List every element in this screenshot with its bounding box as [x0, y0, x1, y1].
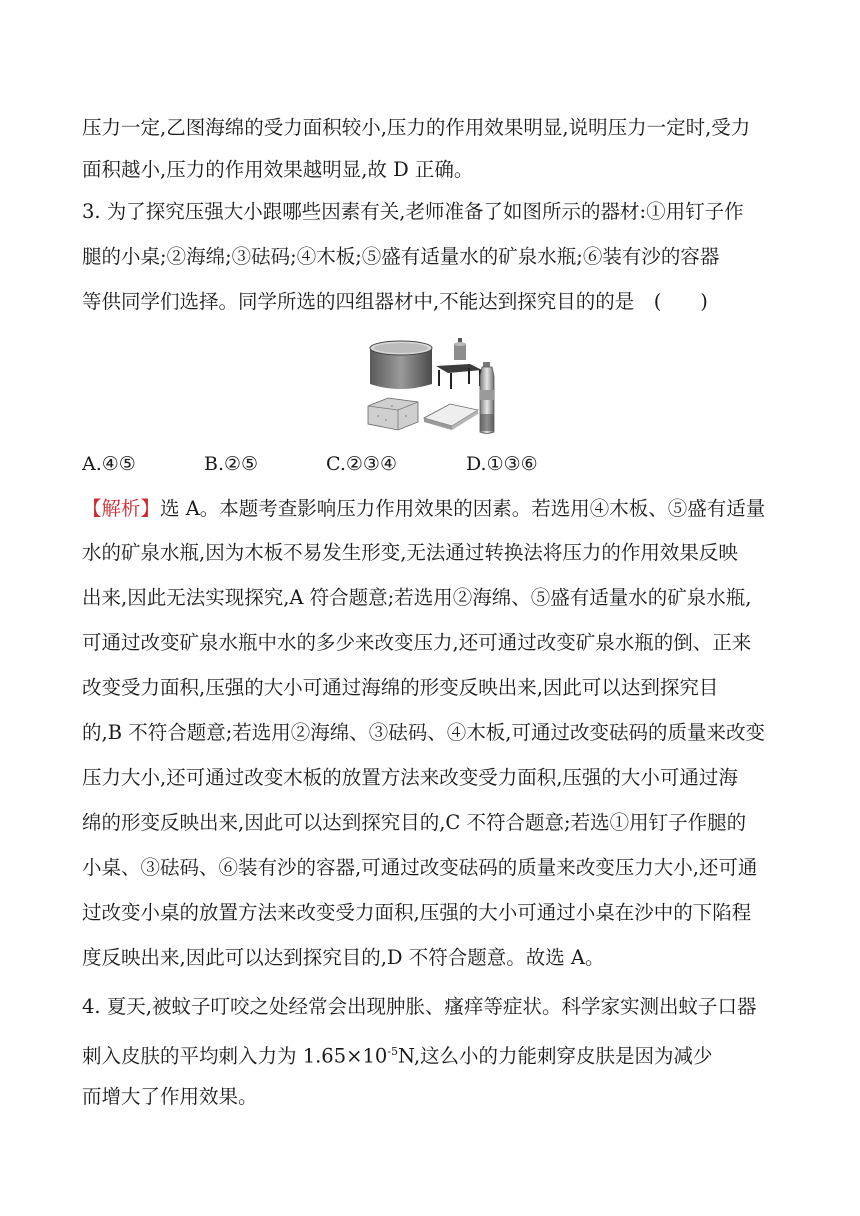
q4-text: N,这么小的力能刺穿皮肤是因为减少: [398, 1044, 713, 1068]
analysis-tag: 【解析】: [82, 497, 161, 520]
question-4-line: [82, 1040, 782, 1069]
experiment-equipment-figure: [366, 336, 502, 436]
option-c: C.②③④: [326, 453, 397, 475]
question-4-line: 而增大了作用效果。: [82, 1085, 258, 1108]
nail-table-icon: [436, 364, 482, 389]
analysis-text: 选 A。本题考查影响压力作用效果的因素。若选用④木板、⑤盛有适量: [160, 497, 766, 520]
analysis-line: 压力大小,还可通过改变木板的放置方法来改变受力面积,压强的大小可通过海: [82, 766, 738, 789]
analysis-line: 可通过改变矿泉水瓶中水的多少来改变压力,还可通过改变矿泉水瓶的倒、正来: [82, 631, 752, 654]
option-b: B.②⑤: [204, 453, 259, 475]
question-4-line: 4. 夏天,被蚊子叮咬之处经常会出现肿胀、瘙痒等症状。科学家实测出蚊子口器: [82, 995, 757, 1018]
weight-icon: [454, 338, 466, 360]
text-line: 压力一定,乙图海绵的受力面积较小,压力的作用效果明显,说明压力一定时,受力: [82, 116, 751, 139]
analysis-line: 绵的形变反映出来,因此可以达到探究目的,C 不符合题意;若选①用钉子作腿的: [82, 811, 747, 834]
text-line: 面积越小,压力的作用效果越明显,故 D 正确。: [82, 158, 474, 181]
question-3-line: 3. 为了探究压强大小跟哪些因素有关,老师准备了如图所示的器材:①用钉子作: [82, 200, 744, 223]
analysis-line: 的,B 不符合题意;若选用②海绵、③砝码、④木板,可通过改变砝码的质量来改变: [82, 721, 765, 744]
wooden-board-icon: [424, 404, 478, 430]
analysis-line: 水的矿泉水瓶,因为木板不易发生形变,无法通过转换法将压力的作用效果反映: [82, 541, 738, 564]
option-a: A.④⑤: [82, 453, 136, 475]
analysis-line: 度反映出来,因此可以达到探究目的,D 不符合题意。故选 A。: [82, 946, 605, 969]
sponge-icon: [368, 398, 418, 430]
option-d: D.①③⑥: [466, 453, 538, 475]
analysis-line: 出来,因此无法实现探究,A 符合题意;若选用②海绵、⑤盛有适量水的矿泉水瓶,: [82, 586, 752, 609]
q4-exponent: -5: [387, 1045, 398, 1058]
water-bottle-icon: [480, 362, 494, 434]
q4-text: 刺入皮肤的平均刺入力为 1.65×10: [82, 1044, 388, 1068]
analysis-first-line: [82, 497, 782, 521]
analysis-line: 过改变小桌的放置方法来改变受力面积,压强的大小可通过小桌在沙中的下陷程: [82, 901, 752, 924]
analysis-line: 小桌、③砝码、⑥装有沙的容器,可通过改变砝码的质量来改变压力大小,还可通: [82, 856, 758, 879]
sand-container-icon: [370, 341, 432, 389]
analysis-line: 改变受力面积,压强的大小可通过海绵的形变反映出来,因此可以达到探究目: [82, 676, 719, 699]
question-3-line: 等供同学们选择。同学所选的四组器材中,不能达到探究目的的是 ( ): [82, 290, 708, 313]
question-3-line: 腿的小桌;②海绵;③砝码;④木板;⑤盛有适量水的矿泉水瓶;⑥装有沙的容器: [82, 245, 720, 268]
